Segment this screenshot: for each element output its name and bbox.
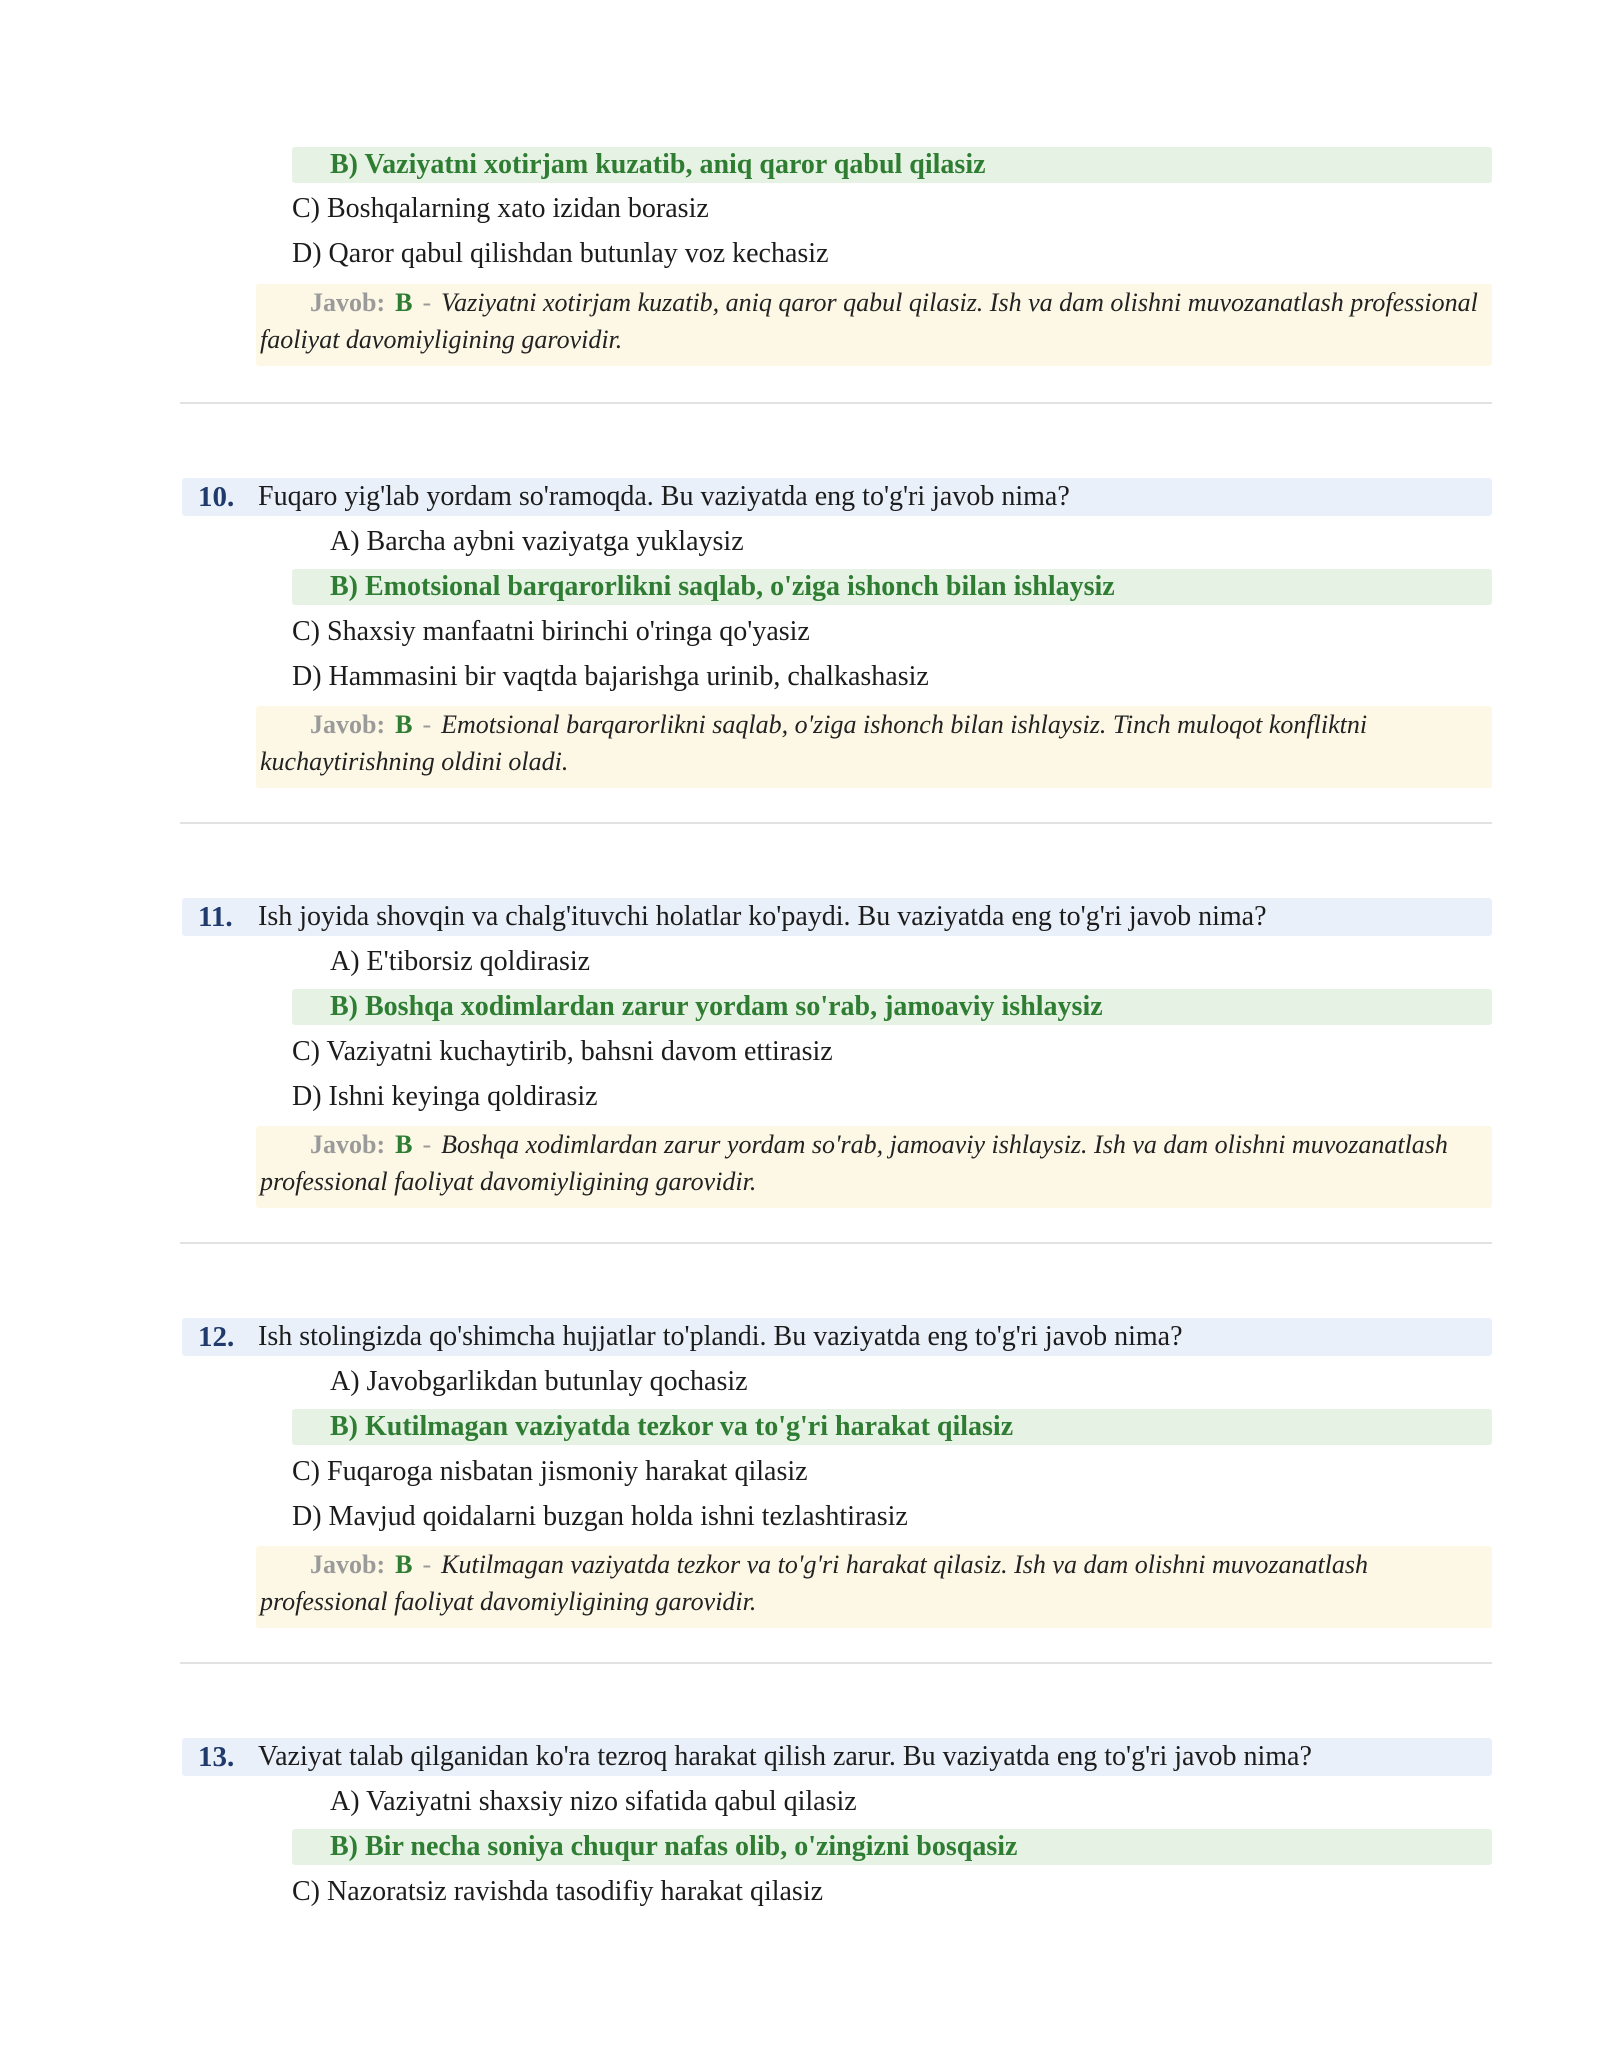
answer-label: Javob: xyxy=(310,1550,386,1579)
option-a: A) Barcha aybni vaziyatga yuklaysiz xyxy=(330,526,744,557)
question-divider xyxy=(180,402,1492,404)
question-number: 13. xyxy=(198,1741,235,1773)
option-a: A) E'tiborsiz qoldirasiz xyxy=(330,946,591,977)
answer-paragraph xyxy=(260,1546,1488,1620)
question-row xyxy=(182,898,1492,936)
option-b-correct: B) Vaziyatni xotirjam kuzatib, aniq qaror qabul qilasiz xyxy=(330,149,986,180)
answer-explanation: Vaziyatni xotirjam kuzatib, aniq qaror qabul qilasiz. Ish va dam olishni muvozanatlash professional faoliyat davomiyligining garovidir. xyxy=(260,288,1478,354)
question-number: 12. xyxy=(198,1321,235,1353)
question-text: Vaziyat talab qilganidan ko'ra tezroq harakat qilish zarur. Bu vaziyatda eng to'g'ri javob nima? xyxy=(258,1741,1312,1772)
answer-box xyxy=(256,706,1492,788)
option-b-correct: B) Kutilmagan vaziyatda tezkor va to'g'ri harakat qilasiz xyxy=(330,1411,1014,1442)
question-divider xyxy=(180,1662,1492,1664)
option-a: A) Javobgarlikdan butunlay qochasiz xyxy=(330,1366,748,1397)
question-number: 10. xyxy=(198,481,235,513)
question-row xyxy=(182,1318,1492,1356)
answer-letter: B xyxy=(395,288,413,317)
option-d: D) Hammasini bir vaqtda bajarishga urinib, chalkashasiz xyxy=(292,661,929,692)
option-d: D) Mavjud qoidalarni buzgan holda ishni tezlashtirasiz xyxy=(292,1501,908,1532)
answer-paragraph xyxy=(260,706,1488,780)
answer-dash: - xyxy=(422,710,432,739)
question-divider xyxy=(180,822,1492,824)
answer-box xyxy=(256,1126,1492,1208)
answer-dash: - xyxy=(422,1130,432,1159)
option-c: C) Vaziyatni kuchaytirib, bahsni davom ettirasiz xyxy=(292,1036,833,1067)
option-b-correct: B) Boshqa xodimlardan zarur yordam so'rab, jamoaviy ishlaysiz xyxy=(330,991,1103,1022)
question-text: Fuqaro yig'lab yordam so'ramoqda. Bu vaziyatda eng to'g'ri javob nima? xyxy=(258,481,1070,512)
option-d: D) Ishni keyinga qoldirasiz xyxy=(292,1081,598,1112)
answer-label: Javob: xyxy=(310,710,386,739)
question-text: Ish stolingizda qo'shimcha hujjatlar to'plandi. Bu vaziyatda eng to'g'ri javob nima? xyxy=(258,1321,1183,1352)
question-text: Ish joyida shovqin va chalg'ituvchi holatlar ko'paydi. Bu vaziyatda eng to'g'ri javob nima? xyxy=(258,901,1267,932)
correct-option-highlight xyxy=(292,1409,1492,1445)
correct-option-highlight xyxy=(292,147,1492,183)
option-a: A) Vaziyatni shaxsiy nizo sifatida qabul qilasiz xyxy=(330,1786,857,1817)
answer-paragraph xyxy=(260,284,1488,358)
answer-dash: - xyxy=(422,288,432,317)
answer-letter: B xyxy=(395,710,413,739)
answer-box xyxy=(256,1546,1492,1628)
answer-dash: - xyxy=(422,1550,432,1579)
question-row xyxy=(182,478,1492,516)
answer-letter: B xyxy=(395,1550,413,1579)
option-d: D) Qaror qabul qilishdan butunlay voz kechasiz xyxy=(292,238,829,269)
answer-paragraph xyxy=(260,1126,1488,1200)
answer-label: Javob: xyxy=(310,1130,386,1159)
correct-option-highlight xyxy=(292,1829,1492,1865)
option-b-correct: B) Bir necha soniya chuqur nafas olib, o'zingizni bosqasiz xyxy=(330,1831,1018,1862)
option-b-correct: B) Emotsional barqarorlikni saqlab, o'ziga ishonch bilan ishlaysiz xyxy=(330,571,1115,602)
answer-letter: B xyxy=(395,1130,413,1159)
answer-explanation: Emotsional barqarorlikni saqlab, o'ziga ishonch bilan ishlaysiz. Tinch muloqot konfliktni kuchaytirishning oldini oladi. xyxy=(260,710,1368,776)
answer-explanation: Boshqa xodimlardan zarur yordam so'rab, jamoaviy ishlaysiz. Ish va dam olishni muvozanatlash professional faoliyat davomiyligining garovidir. xyxy=(260,1130,1448,1196)
option-c: C) Fuqaroga nisbatan jismoniy harakat qilasiz xyxy=(292,1456,808,1487)
answer-label: Javob: xyxy=(310,288,386,317)
option-c: C) Shaxsiy manfaatni birinchi o'ringa qo'yasiz xyxy=(292,616,810,647)
question-row xyxy=(182,1738,1492,1776)
correct-option-highlight xyxy=(292,989,1492,1025)
question-number: 11. xyxy=(198,901,233,933)
answer-box xyxy=(256,284,1492,366)
correct-option-highlight xyxy=(292,569,1492,605)
question-divider xyxy=(180,1242,1492,1244)
answer-explanation: Kutilmagan vaziyatda tezkor va to'g'ri harakat qilasiz. Ish va dam olishni muvozanatlash professional faoliyat davomiyligining garovidir. xyxy=(260,1550,1369,1616)
option-c: C) Boshqalarning xato izidan borasiz xyxy=(292,193,709,224)
option-c: C) Nazoratsiz ravishda tasodifiy harakat qilasiz xyxy=(292,1876,824,1907)
